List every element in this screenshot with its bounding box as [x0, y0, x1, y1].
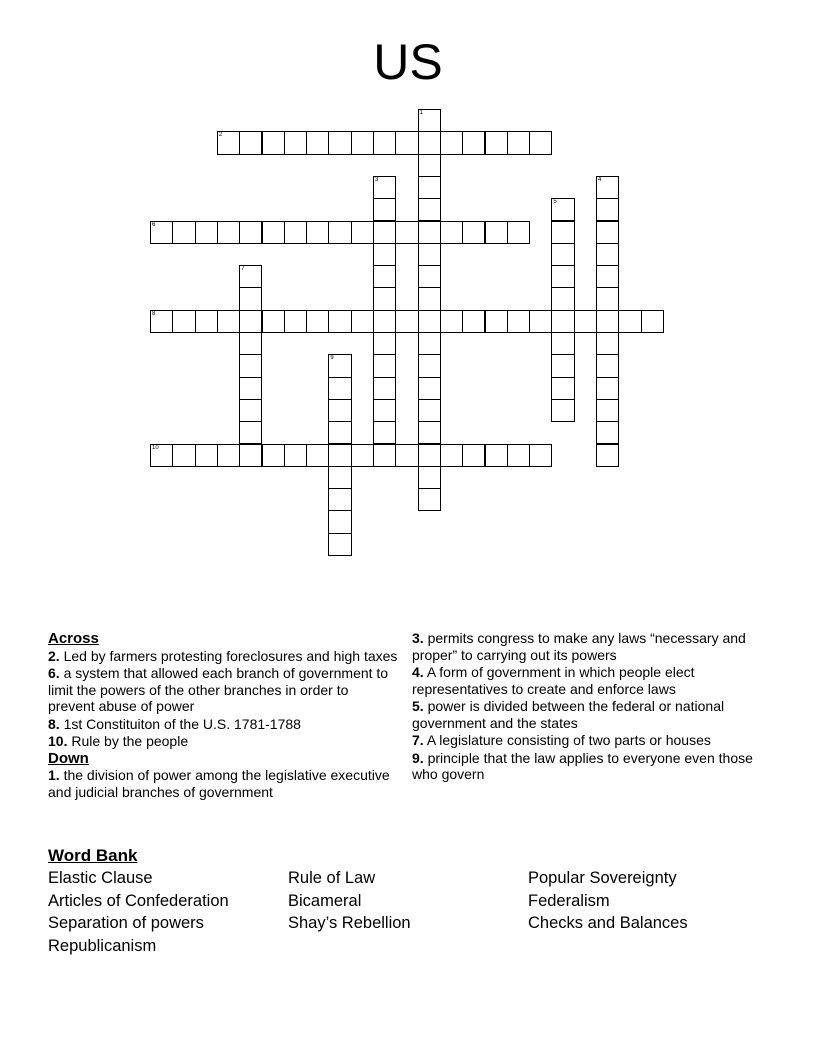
crossword-cell[interactable] — [507, 221, 530, 244]
crossword-cell[interactable] — [195, 221, 218, 244]
crossword-cell[interactable] — [418, 332, 441, 355]
crossword-cell[interactable] — [328, 221, 351, 244]
crossword-cell[interactable] — [373, 377, 396, 400]
clue-number: 1 — [419, 110, 423, 116]
crossword-cell[interactable] — [284, 221, 307, 244]
crossword-cell[interactable] — [239, 332, 262, 355]
crossword-cell[interactable] — [306, 131, 329, 154]
across-heading: Across — [48, 630, 99, 647]
crossword-cell[interactable] — [239, 131, 262, 154]
crossword-cell[interactable] — [551, 287, 574, 310]
crossword-cell[interactable] — [328, 444, 351, 467]
crossword-cell[interactable] — [262, 131, 285, 154]
crossword-cell[interactable] — [328, 488, 351, 511]
crossword-cell[interactable] — [239, 421, 262, 444]
crossword-cell[interactable] — [551, 243, 574, 266]
crossword-cell[interactable] — [485, 221, 508, 244]
crossword-cell[interactable] — [262, 221, 285, 244]
word-bank-item: Federalism — [528, 892, 610, 910]
crossword-cell[interactable] — [150, 310, 173, 333]
crossword-cell[interactable] — [641, 310, 664, 333]
clue-down-5: 5. power is divided between the federal or national government and the states — [412, 698, 725, 731]
crossword-cell[interactable] — [195, 444, 218, 467]
crossword-cell[interactable] — [574, 310, 597, 333]
clue-number: 3 — [375, 176, 379, 183]
crossword-cell[interactable] — [217, 131, 240, 154]
crossword-cell[interactable] — [395, 444, 418, 467]
crossword-cell[interactable] — [596, 354, 619, 377]
crossword-cell[interactable] — [485, 444, 508, 467]
crossword-cell[interactable] — [418, 221, 441, 244]
crossword-cell[interactable] — [239, 399, 262, 422]
crossword-cell[interactable] — [462, 131, 485, 154]
word-bank-item: Shay’s Rebellion — [288, 914, 411, 932]
clues-left-column — [48, 630, 398, 801]
crossword-cell[interactable] — [373, 287, 396, 310]
crossword-cell[interactable] — [373, 198, 396, 221]
word-bank-title: Word Bank — [48, 846, 138, 865]
crossword-cell[interactable] — [150, 221, 173, 244]
crossword-cell[interactable] — [239, 265, 262, 288]
crossword-cell[interactable] — [373, 421, 396, 444]
crossword-cell[interactable] — [462, 444, 485, 467]
crossword-cell[interactable] — [618, 310, 641, 333]
crossword-cell[interactable] — [596, 310, 619, 333]
crossword-cell[interactable] — [373, 354, 396, 377]
crossword-cell[interactable] — [529, 131, 552, 154]
crossword-cell[interactable] — [239, 221, 262, 244]
crossword-cell[interactable] — [507, 310, 530, 333]
crossword-cell[interactable] — [373, 332, 396, 355]
crossword-cell[interactable] — [440, 131, 463, 154]
clue-number: 2 — [218, 132, 223, 139]
crossword-cell[interactable] — [551, 198, 574, 221]
crossword-cell[interactable] — [418, 310, 441, 333]
crossword-cell[interactable] — [462, 310, 485, 333]
crossword-cell[interactable] — [351, 444, 374, 467]
crossword-cell[interactable] — [485, 131, 508, 154]
crossword-cell[interactable] — [172, 444, 195, 467]
crossword-cell[interactable] — [217, 221, 240, 244]
word-bank-item: Articles of Confederation — [48, 892, 229, 910]
clue-number: 8 — [152, 310, 156, 317]
crossword-cell[interactable] — [373, 221, 396, 244]
crossword-cell[interactable] — [239, 310, 262, 333]
crossword-cell[interactable] — [284, 310, 307, 333]
crossword-cell[interactable] — [418, 488, 441, 511]
crossword-cell[interactable] — [485, 310, 508, 333]
crossword-cell[interactable] — [418, 198, 441, 221]
crossword-cell[interactable] — [351, 310, 374, 333]
clue-number: 5 — [553, 199, 557, 206]
crossword-cell[interactable] — [596, 332, 619, 355]
crossword-cell[interactable] — [596, 221, 619, 244]
crossword-cell[interactable] — [418, 377, 441, 400]
crossword-cell[interactable] — [418, 287, 441, 310]
crossword-cell[interactable] — [328, 533, 351, 556]
clue-number: 7 — [241, 266, 245, 273]
crossword-cell[interactable] — [596, 377, 619, 400]
clue-down-9: 9. principle that the law applies to everyone even those who govern — [412, 749, 753, 782]
crossword-cell[interactable] — [284, 131, 307, 154]
clues-right-column — [412, 630, 772, 784]
crossword-cell[interactable] — [507, 131, 530, 154]
crossword-cell[interactable] — [418, 109, 441, 132]
crossword-cell[interactable] — [551, 332, 574, 355]
crossword-cell[interactable] — [195, 310, 218, 333]
crossword-cell[interactable] — [440, 221, 463, 244]
crossword-cell[interactable] — [373, 131, 396, 154]
crossword-cell[interactable] — [239, 444, 262, 467]
crossword-cell[interactable] — [418, 399, 441, 422]
crossword-cell[interactable] — [596, 265, 619, 288]
crossword-cell[interactable] — [418, 444, 441, 467]
clue-number: 9 — [330, 355, 334, 362]
crossword-cell[interactable] — [418, 466, 441, 489]
crossword-cell[interactable] — [529, 310, 552, 333]
clue-number: 4 — [598, 176, 602, 183]
crossword-cell[interactable] — [596, 198, 619, 221]
crossword-cell[interactable] — [328, 310, 351, 333]
crossword-cell[interactable] — [551, 221, 574, 244]
crossword-cell[interactable] — [306, 444, 329, 467]
clue-across-8: 8. 1st Constituiton of the U.S. 1781-1788 — [48, 715, 301, 732]
clue-down-3: 3. permits congress to make any laws “necessary and proper” to carrying out its powers — [412, 630, 746, 663]
crossword-cell[interactable] — [373, 265, 396, 288]
crossword-cell[interactable] — [239, 377, 262, 400]
crossword-cell[interactable] — [440, 310, 463, 333]
crossword-cell[interactable] — [551, 265, 574, 288]
crossword-cell[interactable] — [596, 176, 619, 199]
clue-down-1: 1. the division of power among the legislative executive and judicial branches of government — [48, 767, 390, 800]
crossword-cell[interactable] — [328, 399, 351, 422]
crossword-cell[interactable] — [373, 243, 396, 266]
crossword-cell[interactable] — [373, 399, 396, 422]
crossword-cell[interactable] — [262, 444, 285, 467]
crossword-cell[interactable] — [551, 310, 574, 333]
crossword-cell[interactable] — [596, 243, 619, 266]
crossword-cell[interactable] — [328, 131, 351, 154]
crossword-cell[interactable] — [551, 377, 574, 400]
crossword-cell[interactable] — [172, 310, 195, 333]
crossword-cell[interactable] — [418, 354, 441, 377]
crossword-cell[interactable] — [239, 354, 262, 377]
crossword-cell[interactable] — [172, 221, 195, 244]
crossword-cell[interactable] — [418, 265, 441, 288]
crossword-cell[interactable] — [328, 354, 351, 377]
word-bank-item: Separation of powers — [48, 914, 204, 932]
crossword-cell[interactable] — [351, 221, 374, 244]
crossword-cell[interactable] — [395, 131, 418, 154]
crossword-cell[interactable] — [373, 444, 396, 467]
clue-number: 10 — [152, 444, 159, 451]
crossword-cell[interactable] — [306, 310, 329, 333]
crossword-cell[interactable] — [373, 310, 396, 333]
word-bank-item: Bicameral — [288, 892, 362, 910]
word-bank-item: Republicanism — [48, 937, 157, 955]
crossword-cell[interactable] — [328, 377, 351, 400]
crossword-cell[interactable] — [551, 354, 574, 377]
crossword-cell[interactable] — [462, 221, 485, 244]
crossword-cell[interactable] — [440, 444, 463, 467]
crossword-cell[interactable] — [596, 287, 619, 310]
crossword-cell[interactable] — [328, 466, 351, 489]
crossword-cell[interactable] — [418, 131, 441, 154]
crossword-cell[interactable] — [418, 154, 441, 177]
word-bank-item: Popular Sovereignty — [528, 869, 677, 887]
crossword-cell[interactable] — [418, 421, 441, 444]
crossword-cell[interactable] — [150, 444, 173, 467]
crossword-cell[interactable] — [596, 421, 619, 444]
word-bank-item: Checks and Balances — [528, 914, 688, 932]
word-bank-item: Elastic Clause — [48, 869, 153, 887]
crossword-cell[interactable] — [395, 310, 418, 333]
clue-number: 6 — [152, 221, 156, 228]
crossword-cell[interactable] — [395, 221, 418, 244]
crossword-cell[interactable] — [551, 399, 574, 422]
crossword-cell[interactable] — [284, 444, 307, 467]
clue-down-4: 4. A form of government in which people elect representatives to create and enforce laws — [412, 664, 695, 697]
crossword-cell[interactable] — [217, 310, 240, 333]
crossword-cell[interactable] — [306, 221, 329, 244]
crossword-cell[interactable] — [418, 176, 441, 199]
crossword-cell[interactable] — [529, 444, 552, 467]
crossword-cell[interactable] — [596, 444, 619, 467]
crossword-cell[interactable] — [507, 444, 530, 467]
crossword-cell[interactable] — [262, 310, 285, 333]
crossword-cell[interactable] — [418, 243, 441, 266]
clue-across-6: 6. a system that allowed each branch of government to limit the powers of the other branches in order to prevent abuse of power — [48, 665, 389, 714]
word-bank-item: Rule of Law — [288, 869, 376, 887]
crossword-cell[interactable] — [239, 287, 262, 310]
clue-across-10: 10. Rule by the people — [48, 733, 189, 749]
crossword-cell[interactable] — [351, 131, 374, 154]
clue-across-2: 2. Led by farmers protesting foreclosures and high taxes — [48, 647, 398, 664]
crossword-cell[interactable] — [596, 399, 619, 422]
down-heading: Down — [48, 749, 89, 767]
page-title: US — [373, 34, 443, 90]
crossword-cell[interactable] — [217, 444, 240, 467]
clue-down-7: 7. A legislature consisting of two parts or houses — [412, 732, 711, 748]
crossword-cell[interactable] — [328, 510, 351, 533]
crossword-cell[interactable] — [373, 176, 396, 199]
crossword-cell[interactable] — [328, 421, 351, 444]
